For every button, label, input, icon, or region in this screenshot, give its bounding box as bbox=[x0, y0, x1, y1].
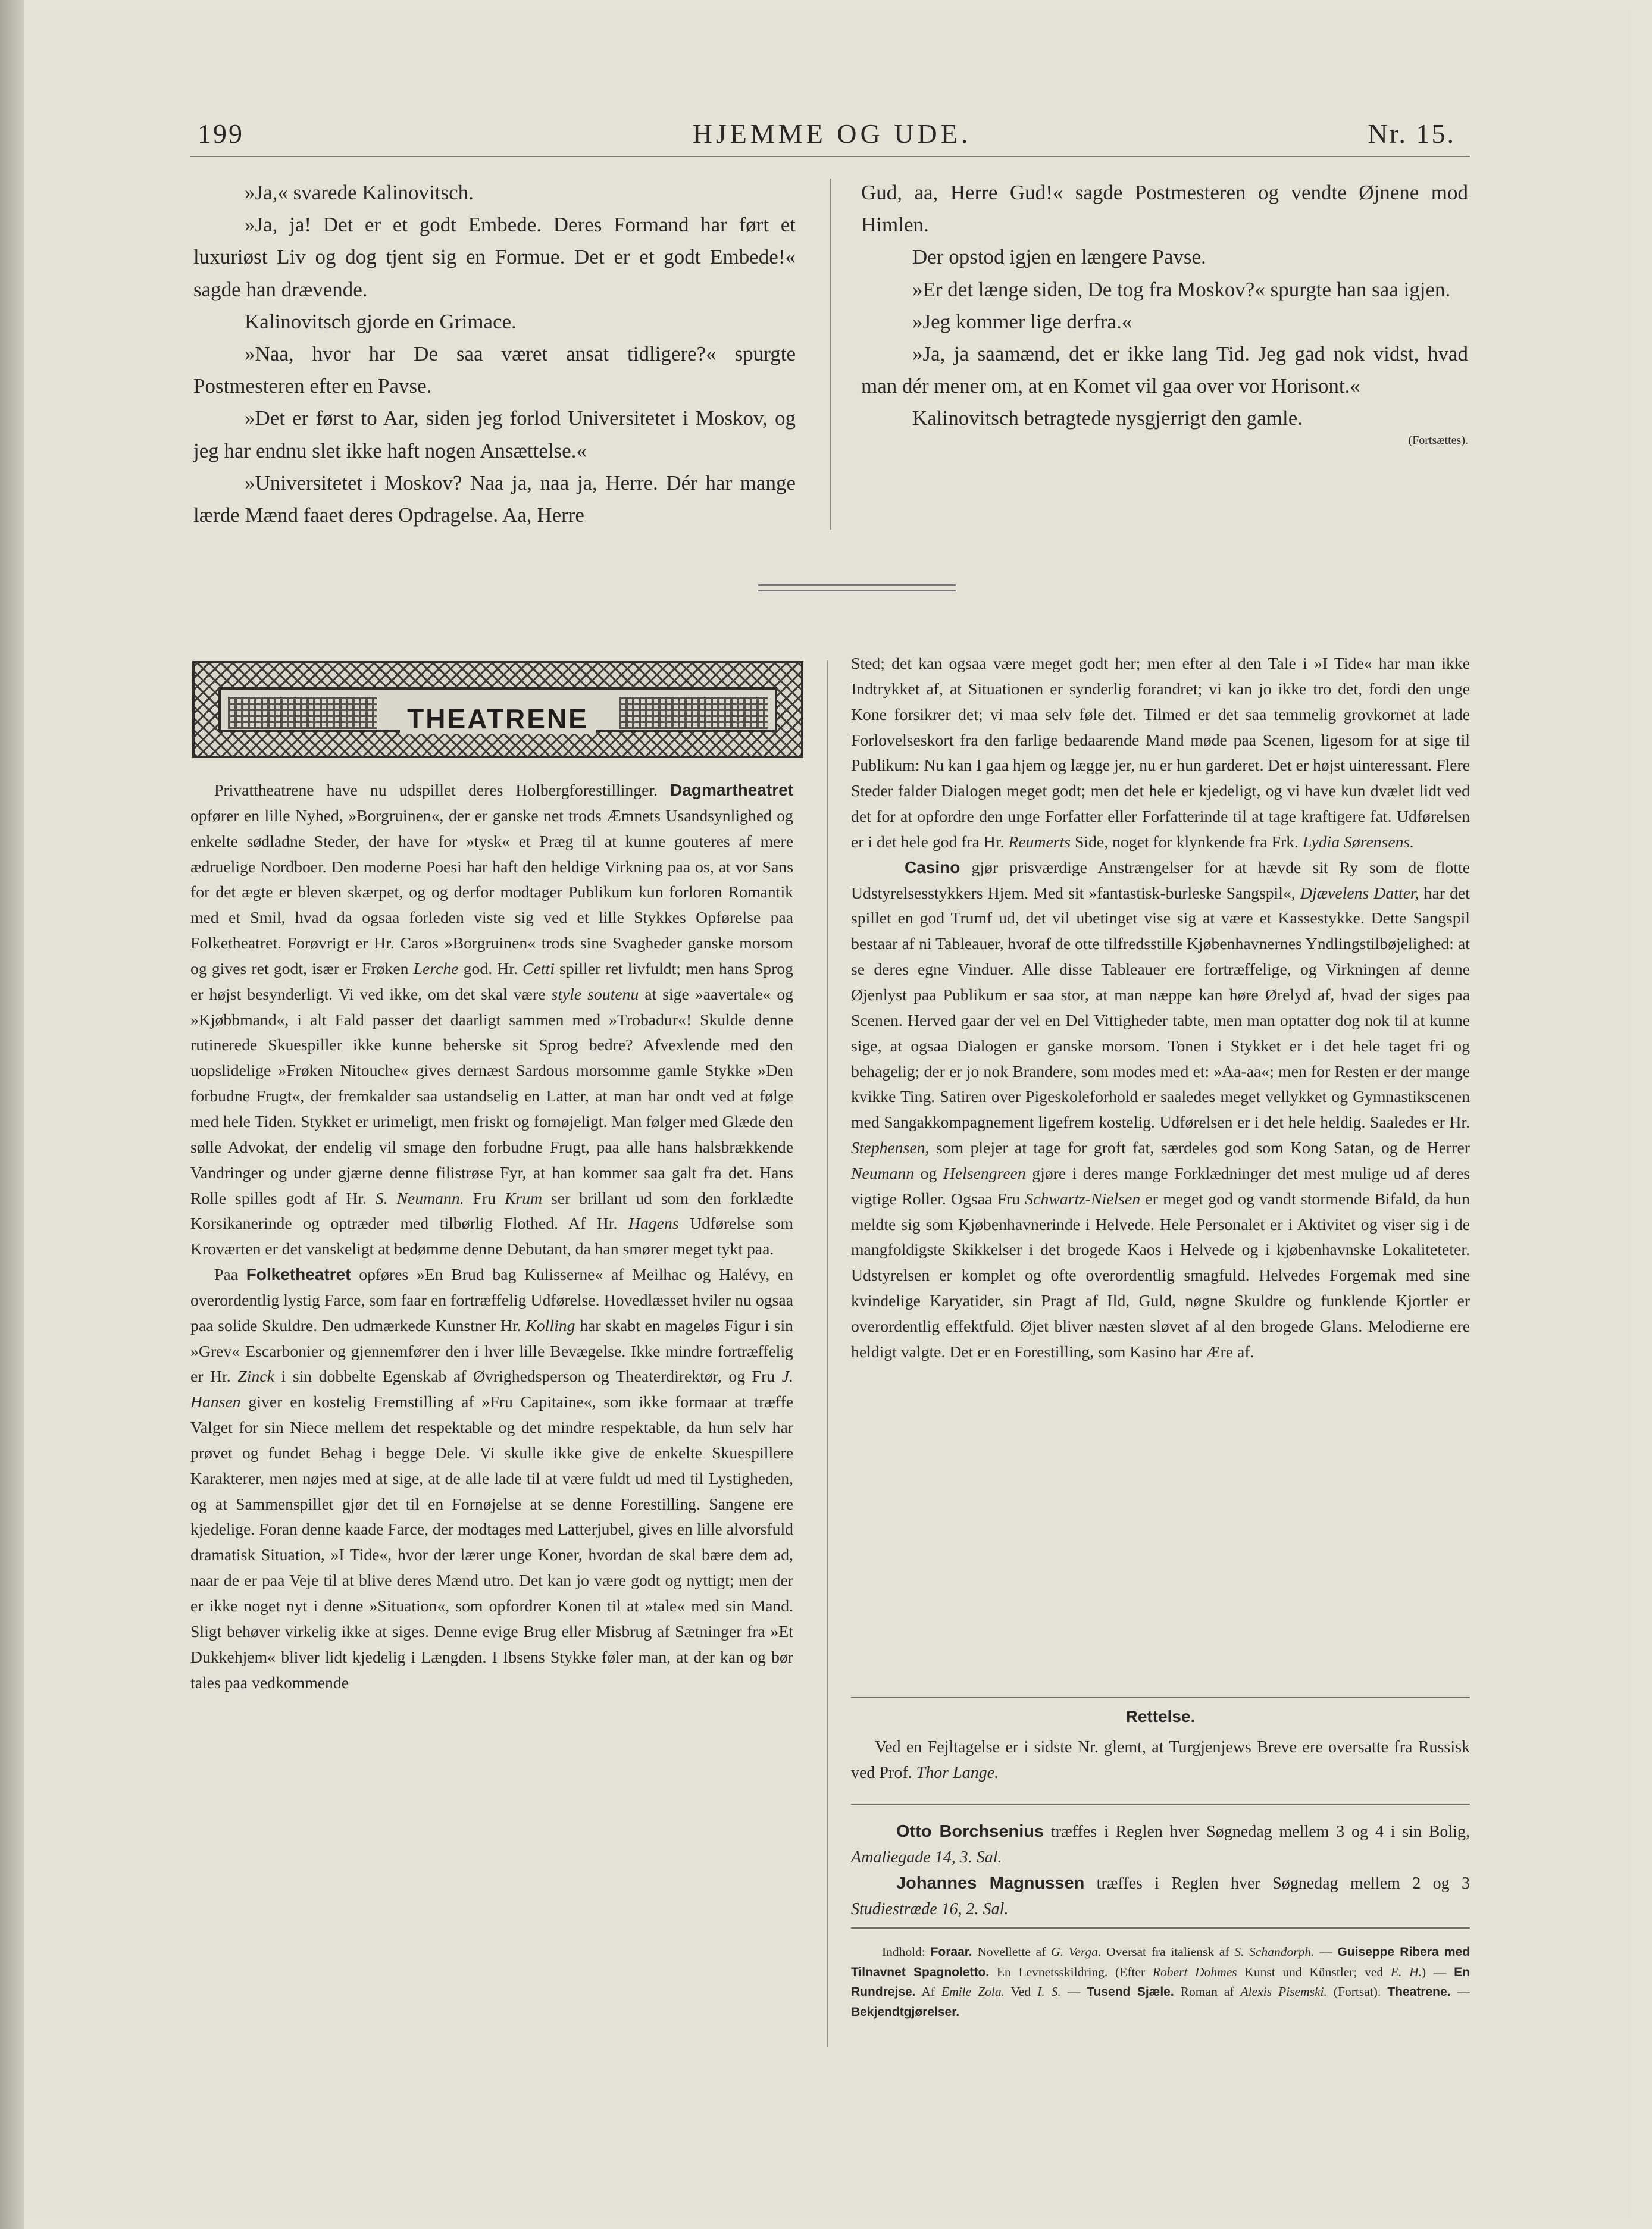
actor-name: S. Neumann. bbox=[375, 1188, 464, 1207]
text-run: opfører en lille Nyhed, »Borgruinen«, der er ganske net trods Æmnets Usandsynlighed og enkelte sødladne Steder, der have for »tysk« et Præg til at kunne gouteres af mere ædruelige Nordboer. Den moderne Poesi har haft den heldige Virkning paa os, at vor Sans for det ægte er bleven skærpet, og og derfor modtager Publikum kun forloren Romantik med et Smil, hvad da ogsaa forleden viste sig ved et lille Stykkes Opførelse paa Folketheatret. Forøvrigt er Hr. Caros »Borgruinen« trods sine Svagheder ganske morsom og gives ret godt, især er Frøken bbox=[190, 806, 793, 978]
toc-entry: Bekjendtgjørelser. bbox=[851, 2005, 960, 2019]
text-run: Kunst und Künstler; ved bbox=[1237, 1964, 1391, 1979]
actor-name: Kolling bbox=[525, 1316, 575, 1335]
toc-entry: Foraar. bbox=[930, 1945, 972, 1959]
story-paragraph: »Naa, hvor har De saa været ansat tidligere?« spurgte Postmesteren efter en Pavse. bbox=[193, 342, 796, 398]
text-run: ) — bbox=[1422, 1964, 1454, 1979]
column-divider bbox=[830, 179, 831, 530]
toc-entry: Tusend Sjæle. bbox=[1087, 1985, 1174, 1999]
story-paragraph: »Universitetet i Moskov? Naa ja, naa ja, Herre. Dér har mange lærde Mænd faaet deres Opdragelse. Aa, Herre bbox=[193, 471, 796, 527]
story-paragraph: »Ja,« svarede Kalinovitsch. bbox=[245, 181, 474, 204]
table-of-contents: Indhold: Foraar. Novellette af G. Verga. Oversat fra italiensk af S. Schandorph. — Guiseppe Ribera med Tilnavnet Spagnoletto. En Levnetsskildring. (Efter Robert Dohmes Kunst und Künstler; ved E. H.) — En Rundrejse. Af Emile Zola. Ved I. S. — Tusend Sjæle. Roman af Alexis Pisemski. (Fortsat). Theatrene. — Bekjendtgjørelser. bbox=[851, 1945, 1470, 2019]
text-run: En Levnetsskildring. (Efter bbox=[989, 1964, 1153, 1979]
text-run: god. Hr. bbox=[458, 959, 523, 978]
text-run: gjør prisværdige Anstrængelser for at hævde sit Ry som de flotte Udstyrelsesstykkers Hjem. Med sit »fantastisk-burleske Sangspil«, bbox=[851, 857, 1470, 902]
article-paragraph bbox=[851, 651, 1470, 855]
rettelse-heading: Rettelse. bbox=[1125, 1707, 1196, 1726]
text-run: har skabt en mageløs Figur i sin »Grev« Escarbonier og gjennemfører den i hver lille Bevægelse. Ikke mindre fortræffelig er Hr. bbox=[190, 1316, 793, 1386]
section-divider bbox=[758, 590, 956, 591]
text-run: Oversat fra italiensk af bbox=[1101, 1945, 1235, 1959]
text-run: opføres »En Brud bag Kulisserne« af Meilhac og Halévy, en overordentlig lystig Farce, som faar en fortræffelig Udførelse. Hovedlæsset hviler nu ogsaa paa solide Skuldre. Den udmærkede Kunstner Hr. bbox=[190, 1265, 793, 1335]
text-run: træffes i Reglen hver Søgnedag mellem 2 og 3 bbox=[1084, 1874, 1470, 1893]
foreign-phrase: style soutenu bbox=[551, 984, 639, 1003]
text-run: at sige »aavertale« og »Kjøbbmand«, i alt Fald passer det daarligt sammen med »Trobadur«! Skulde denne rutinerede Skuespiller ikke kunne beherske sit Sprog bedre? Afvexlende med den uopslidelige »Frøken Nitouche« gives dernæst Sardous morsomme gamle Stykke »Den forbudne Frugt«, der fremkalder saa ustandselig en Latter, at man har ondt ved at følge med hele Tiden. Stykket er urimeligt, men friskt og fornøjeligt. Man følger med Glæde den sølle Advokat, der endelig vil smage den forbudne Frugt, paa alle hans halsbrækkende Vandringer og under gjærne denne filistrøse Fyr, at han kommer saa galt fra det. Hans Rolle spilles godt af Hr. bbox=[190, 984, 794, 1207]
text-run: Ved bbox=[1005, 1984, 1038, 1999]
toc-label: Indhold: bbox=[882, 1945, 925, 1959]
theatre-name: Casino bbox=[905, 857, 960, 876]
article-paragraph bbox=[190, 1262, 793, 1695]
issue-number: Nr. 15. bbox=[1368, 118, 1456, 149]
article-paragraph bbox=[190, 778, 793, 1262]
column-divider bbox=[827, 660, 828, 2047]
story-paragraph: Kalinovitsch gjorde en Grimace. bbox=[245, 309, 517, 333]
text-run: Privattheatrene have nu udspillet deres Holbergforestillinger. bbox=[214, 781, 658, 799]
banner-frame bbox=[218, 687, 777, 732]
actor-name: Stephensen, bbox=[851, 1138, 930, 1157]
rettelse-notice bbox=[851, 1735, 1470, 1786]
section-divider bbox=[758, 584, 956, 586]
section-title: THEATRENE bbox=[400, 703, 596, 734]
actor-name: Lydia Sørensens. bbox=[1302, 832, 1415, 851]
text-run: i sin dobbelte Egenskab af Øvrighedsperson og Theaterdirektør, og Fru bbox=[274, 1367, 782, 1386]
toc-entry: En Rundrejse. bbox=[851, 1965, 1470, 1999]
notice-paragraph bbox=[851, 1819, 1470, 1871]
translator-name: I. S. bbox=[1037, 1984, 1061, 1999]
text-run: er meget god og vandt stormende Bifald, da hun meldte sig som Kjøbenhavnerinde i Helvede. Hele Personalet er i Aktivitet og viser sig i de mangfoldigste Skikkelser i det brogede Kaos i Helvede og i kjøbenhavnske Lokaliteteter. Udstyrelsen er komplet og ofte overordentlig smagfuld. Helvedes Forgemak med sine kvindelige Karyatider, sin Pragt af Ild, Guld, nøgne Skuldre og funklende Kjortler er overordentlig effektfuld. Øjet bliver næsten sløvet af al den brogede Glans. Melodierne ere heldigt valgte. Det er en Forestilling, som Kasino har Ære af. bbox=[851, 1189, 1470, 1361]
text-run: har det spillet en god Trumf ud, det vil ubetinget vise sig at være et Kassestykke. Dette Sangspil bestaar af ni Tableauer, hvoraf de otte tilfredsstille Kjøbenhavnernes Yndlingstilbøjelighed: at se deres egne Vinduer. Alle disse Tableauer ere fortræffelige, og Virkningen af denne Øjenlyst paa Publikum er saa stor, at man næppe kan høre Ørelyd af, hvad der siges paa Scenen. Herved gaar der vel en Del Vittigheder tabte, men man optatter dog nok til at kunne sige, at ogsaa Dialogen er ganske morsom. Tonen i Stykket er i det hele taget fri og behagelig; der er jo nok Brandere, som modes med et: »Aa-aa«; men for Resten er der mange kvikke Ting. Satiren over Pigeskoleforhold er saaledes meget vellykket og Gymnastikscenen med Sangakkompagnement ligefrem kostelig. Udførelsen er i det hele heldig. Saaledes er Hr. bbox=[851, 883, 1470, 1132]
page-header bbox=[190, 112, 1473, 148]
section-rule bbox=[851, 1927, 1470, 1929]
actor-name: Neumann bbox=[851, 1163, 915, 1182]
translator-name: S. Schandorph. bbox=[1234, 1945, 1315, 1959]
person-name: Otto Borchsenius bbox=[896, 1822, 1044, 1841]
author-name: Robert Dohmes bbox=[1152, 1964, 1237, 1979]
address: Amaliegade 14, 3. Sal. bbox=[851, 1848, 1002, 1867]
text-run: Fru bbox=[464, 1188, 505, 1207]
story-column-right bbox=[861, 177, 1468, 449]
text-run: Sted; det kan ogsaa være meget godt her; men efter al den Tale i »I Tide« har man ikke Indtrykket af, at Situationen er synderlig forandret; vi kan jo ikke tro det, fordi den unge Kone forsikrer det; vi maa selv føle det. Tilmed er det saa temmelig grovkornet at lade Forlovelseskort fra den farlige bedaarende Mand møde paa Scenen, ligesom for at sige til Publikum: Nu kan I gaa hjem og lægge jer, nu er hun garderet. Det er højst uinteressant. Flere Steder falder Dialogen meget godt; men det hele er kjedeligt, og vi have kun dvælet lidt ved det for at opfordre den unge Forfatter eller Forfatterinde til at tage kraftigere fat. Udførelsen er i det hele god fra Hr. bbox=[851, 654, 1470, 851]
actor-name: Zinck bbox=[237, 1367, 274, 1386]
text-run: giver en kostelig Fremstilling af »Fru Capitaine«, som ikke formaar at træffe Valget for sin Niece mellem det respektable og det mindre respektable, da hun selv har prøvet og fundet Behag i begge Dele. Vi skulle ikke give de enkelte Skuespillere Karakterer, men nøjes med at sige, at de alle lade til at være fuldt ud med til Lystigheden, og at Sammenspillet gjør det til en Fornøjelse at se denne Forestilling. Sangene ere kjedelige. Foran denne kaade Farce, der modtages med Latterjubel, gives en lille alvorsfuld dramatisk Situation, »I Tide«, hvor der lærer unge Koner, hvordan de skal bære dem ad, naar de er paa Veje til at blive deres Mænd utro. Det kan jo være godt og nyttigt; men der er ikke noget nyt i denne »Situation«, som opfordrer Konen til at »tale« med sin Mand. Sligt behøver virkelig ikke at siges. Denne evige Brug eller Misbrug af Sætninger fra »Et Dukkehjem« bliver lidt kjedelig i Længden. I Ibsens Stykke føler man, at der kan og bør tales paa vedkommende bbox=[190, 1392, 793, 1692]
story-paragraph: »Jeg kommer lige derfra.« bbox=[912, 309, 1132, 333]
text-run: Paa bbox=[214, 1265, 246, 1284]
publication-title: HJEMME OG UDE. bbox=[692, 118, 972, 149]
page-number: 199 bbox=[198, 118, 244, 149]
text-run: ser brillant ud som den forklædte Korsikanerinde og optræder med tilbørlig Flothed. Af Hr. bbox=[190, 1188, 794, 1233]
actor-name: Cetti bbox=[522, 959, 555, 978]
text-run: gjøre i deres mange Forklædninger det mest mulige ud af deres vigtige Roller. Ogsaa Fru bbox=[851, 1163, 1470, 1208]
text-run: og bbox=[914, 1163, 943, 1182]
person-name: Johannes Magnussen bbox=[896, 1873, 1085, 1893]
header-rule bbox=[190, 156, 1470, 157]
notice-paragraph bbox=[851, 1871, 1470, 1923]
actor-name: Hagens bbox=[628, 1214, 679, 1233]
theatre-name: Dagmartheatret bbox=[670, 781, 793, 799]
play-title: Djævelens Datter, bbox=[1300, 883, 1419, 902]
theatrene-banner bbox=[192, 661, 803, 758]
text-run: — bbox=[1060, 1984, 1087, 1999]
actor-name: Lerche bbox=[413, 959, 459, 978]
text-run: Side, noget for klynkende fra Frk. bbox=[1071, 832, 1303, 851]
story-paragraph: »Det er først to Aar, siden jeg forlod Universitetet i Moskov, og jeg har endnu slet ikke haft nogen Ansættelse.« bbox=[193, 406, 796, 462]
text-run: Ved en Fejltagelse er i sidste Nr. glemt, at Turgjenjews Breve ere oversatte fra Russisk ved Prof. bbox=[851, 1738, 1470, 1782]
toc-entry: Theatrene. bbox=[1387, 1985, 1451, 1999]
text-run: Af bbox=[915, 1984, 942, 1999]
person-name: Thor Lange. bbox=[916, 1763, 999, 1782]
text-run: (Fortsat). bbox=[1326, 1984, 1388, 1999]
article-paragraph bbox=[851, 855, 1470, 1365]
text-run: Roman af bbox=[1174, 1984, 1241, 1999]
text-run: Novellette af bbox=[972, 1945, 1052, 1959]
story-paragraph: »Ja, ja! Det er et godt Embede. Deres Formand har ført et luxuriøst Liv og dog tjent sig en Formue. Det er et godt Embede!« sagde han drævende. bbox=[193, 213, 796, 301]
actor-name: J. Hansen bbox=[190, 1367, 793, 1411]
section-rule bbox=[851, 1804, 1470, 1805]
actor-name: Helsengreen bbox=[943, 1163, 1026, 1182]
story-paragraph: Gud, aa, Herre Gud!« sagde Postmesteren og vendte Øjnene mod Himlen. bbox=[861, 181, 1468, 237]
story-column-left bbox=[193, 177, 796, 531]
author-name: Emile Zola. bbox=[941, 1984, 1005, 1999]
office-hours-notices bbox=[851, 1819, 1470, 1922]
notice-paragraph bbox=[851, 1735, 1470, 1786]
actor-name: Krum bbox=[505, 1188, 543, 1207]
text-run: spiller ret livfuldt; men hans Sprog er højst besynderligt. Vi ved ikke, om det skal være bbox=[190, 959, 793, 1003]
section-rule bbox=[851, 1697, 1470, 1698]
translator-name: E. H. bbox=[1390, 1964, 1422, 1979]
author-name: G. Verga. bbox=[1051, 1945, 1102, 1959]
text-run: Udførelse som Kroværten er det vanskeligt at bedømme denne Debutant, da han smører meget tykt paa. bbox=[190, 1214, 794, 1258]
theatre-column-right bbox=[851, 651, 1470, 1365]
address: Studiestræde 16, 2. Sal. bbox=[851, 1899, 1009, 1918]
author-name: Alexis Pisemski. bbox=[1240, 1984, 1327, 1999]
theatre-column-left bbox=[190, 778, 793, 1695]
continued-note: (Fortsættes). bbox=[1408, 433, 1468, 447]
theatre-name: Folketheatret bbox=[246, 1265, 351, 1284]
page-gutter-shadow bbox=[0, 0, 24, 2229]
actor-name: Schwartz-Nielsen bbox=[1025, 1189, 1141, 1208]
actor-name: Reumerts bbox=[1008, 832, 1071, 851]
toc-entry: Guiseppe Ribera med Tilnavnet Spagnoletto. bbox=[851, 1945, 1470, 1979]
story-paragraph: »Er det længe siden, De tog fra Moskov?« spurgte han saa igjen. bbox=[912, 277, 1451, 301]
story-paragraph: »Ja, ja saamænd, det er ikke lang Tid. Jeg gad nok vidst, hvad man dér mener om, at en Komet vil gaa over vor Horisont.« bbox=[861, 342, 1468, 398]
text-run: træffes i Reglen hver Søgnedag mellem 3 og 4 i sin Bolig, bbox=[1044, 1823, 1470, 1841]
text-run: som plejer at tage for groft fat, særdeles god som Kong Satan, og de Herrer bbox=[929, 1138, 1470, 1157]
story-paragraph: Kalinovitsch betragtede nysgjerrigt den gamle. bbox=[912, 406, 1303, 430]
story-paragraph: Der opstod igjen en længere Pavse. bbox=[912, 245, 1206, 269]
